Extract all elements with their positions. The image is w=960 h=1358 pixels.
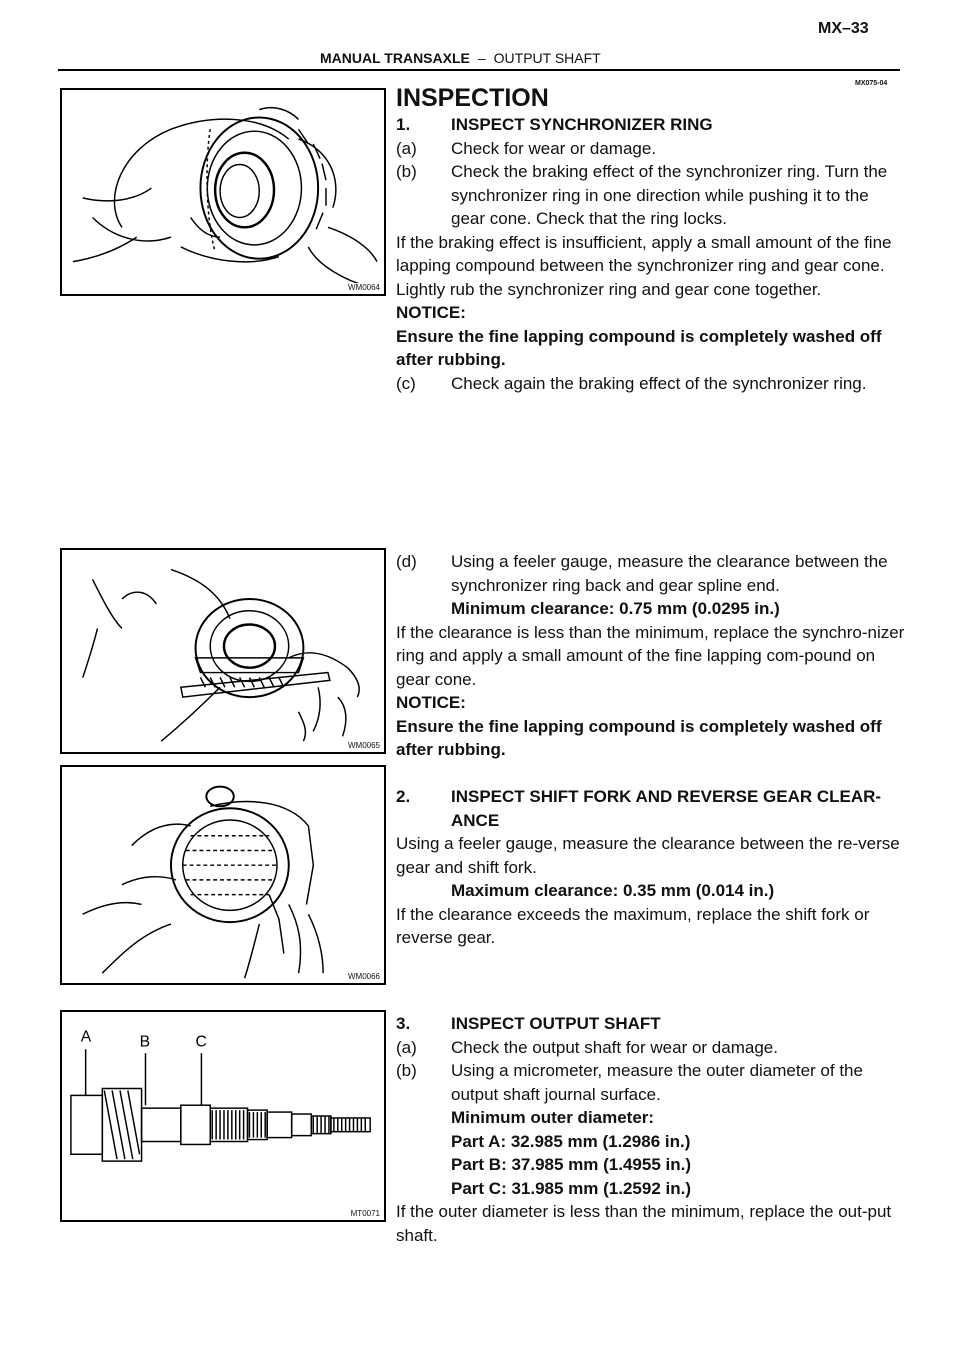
spec-part-b: Part B: 37.985 mm (1.4955 in.)	[451, 1155, 692, 1174]
step-2-heading: 2. INSPECT SHIFT FORK AND REVERSE GEAR CLEAR-ANCE	[396, 787, 882, 830]
shift-fork-illustration	[62, 767, 384, 983]
figure-output-shaft	[60, 1010, 386, 1222]
notice-label: NOTICE:	[396, 303, 466, 322]
header-separator: –	[477, 50, 486, 66]
section-inspection	[396, 83, 906, 395]
feeler-gauge-illustration	[62, 550, 384, 752]
part-label-b: B	[139, 1033, 151, 1051]
spec-min-clearance: Minimum clearance: 0.75 mm (0.0295 in.)	[451, 599, 780, 618]
notice-text: Ensure the fine lapping compound is completely washed off after rubbing.	[396, 716, 882, 759]
paragraph-feeler-gauge: Using a feeler gauge, measure the clearance between the re-verse gear and shift fork.	[396, 834, 900, 877]
paragraph-replace-ring: If the clearance is less than the minimum, replace the synchro-nizer ring and apply a small amount of the fine lapping com-pound on gear cone.	[396, 622, 905, 689]
paragraph-replace-fork: If the clearance exceeds the maximum, replace the shift fork or reverse gear.	[396, 904, 870, 947]
paragraph-braking: If the braking effect is insufficient, apply a small amount of the fine lapping compound between the synchronizer ring and gear cone. Lightly rub the synchronizer ring and gear cone together.	[396, 232, 892, 299]
step-1a: (a) Check for wear or damage.	[396, 138, 657, 158]
figure-shift-fork-clearance	[60, 765, 386, 985]
header-rule	[58, 69, 900, 71]
spec-part-c: Part C: 31.985 mm (1.2592 in.)	[451, 1178, 692, 1198]
header-subtitle: OUTPUT SHAFT	[493, 50, 601, 66]
figure-id: MT0071	[350, 1209, 380, 1218]
header-title: MANUAL TRANSAXLE	[320, 50, 470, 66]
spec-title: Minimum outer diameter:	[451, 1108, 655, 1127]
paragraph-replace-shaft: If the outer diameter is less than the minimum, replace the out-put shaft.	[396, 1202, 892, 1245]
step-3a: (a) Check the output shaft for wear or damage.	[396, 1037, 778, 1057]
page-number: MX–33	[818, 20, 869, 37]
section-synchronizer-clearance	[396, 550, 906, 762]
step-3-heading: 3. INSPECT OUTPUT SHAFT	[396, 1014, 661, 1033]
section-shift-fork	[396, 785, 906, 950]
part-label-c: C	[195, 1033, 207, 1051]
step-1-heading: 1. INSPECT SYNCHRONIZER RING	[396, 115, 713, 134]
document-code: MX075-04	[855, 80, 888, 87]
section-heading: INSPECTION	[396, 84, 549, 112]
running-header	[320, 50, 601, 66]
step-3b: (b) Using a micrometer, measure the outer diameter of the output shaft journal surface.	[396, 1061, 863, 1104]
step-1b: (b) Check the braking effect of the synchronizer ring. Turn the synchronizer ring in one direction while pushing it to the gear cone. Check that the ring locks.	[396, 162, 888, 228]
step-1d: (d) Using a feeler gauge, measure the clearance between the synchronizer ring back and gear spline end.	[396, 552, 888, 595]
notice-text: Ensure the fine lapping compound is completely washed off after rubbing.	[396, 326, 882, 369]
notice-label: NOTICE:	[396, 693, 466, 712]
figure-id: WM0065	[347, 741, 380, 750]
step-1c: (c) Check again the braking effect of the synchronizer ring.	[396, 373, 867, 393]
synchronizer-ring-illustration	[62, 90, 384, 294]
spec-max-clearance: Maximum clearance: 0.35 mm (0.014 in.)	[451, 881, 775, 900]
figure-id: WM0064	[347, 283, 380, 292]
figure-feeler-gauge-synchronizer	[60, 548, 386, 754]
figure-id: WM0066	[347, 972, 380, 981]
part-label-a: A	[80, 1028, 92, 1046]
output-shaft-illustration	[62, 1012, 384, 1220]
spec-part-a: Part A: 32.985 mm (1.2986 in.)	[451, 1131, 691, 1151]
figure-synchronizer-ring-check	[60, 88, 386, 296]
section-output-shaft	[396, 1012, 906, 1247]
